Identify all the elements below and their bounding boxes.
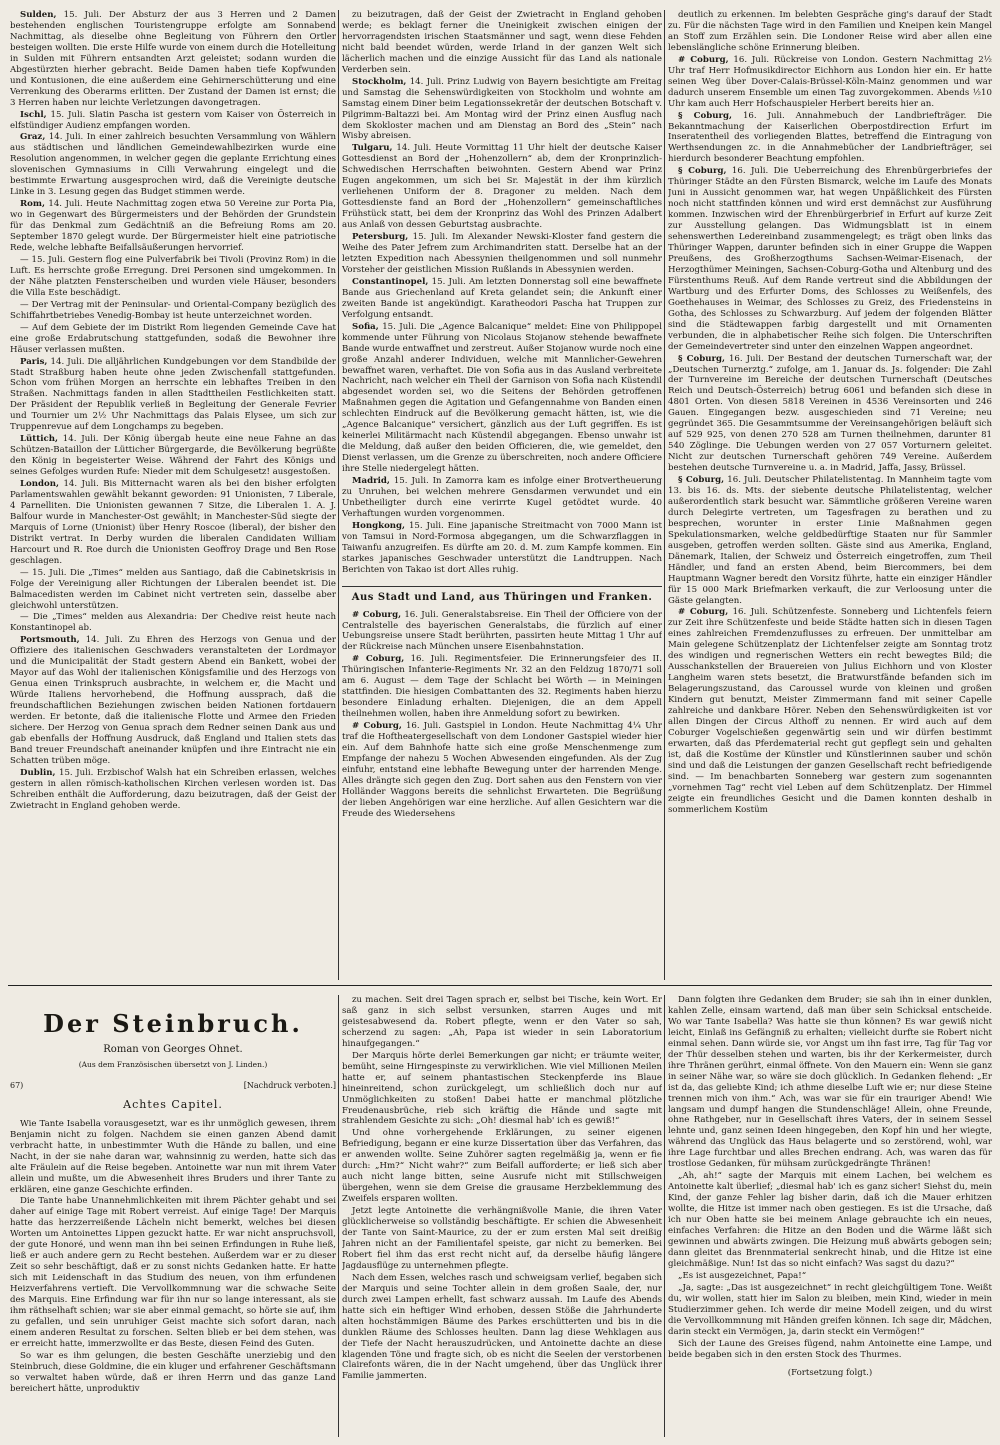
feuilleton-column-2: [342, 995, 662, 1437]
column-divider: [664, 10, 665, 980]
column-divider: [338, 995, 339, 1437]
continued-note: (Fortsetzung folgt.): [787, 1368, 873, 1379]
news-item: [10, 323, 336, 356]
news-item: [342, 322, 662, 475]
news-text: 16. Juli. Generalstabsreise. Ein Theil der Officiere von der Centralstelle des bayerischen Generalstabs, die fürzlich auf einer Uebungsreise unsere Stadt berührten, passirten heute Mittag 1 Uhr auf der Rückreise nach München unsere Eisenbahnstation.: [342, 609, 662, 653]
news-dateline: § Coburg,: [678, 166, 727, 177]
news-dateline: Tulgaru,: [352, 143, 393, 154]
novel-paragraph: Die Tante habe Unannehmlichkeiten mit ihrem Pächter gehabt und sei daher auf einige Tage mit Robert verreist. Auf einige Tage! Der Marquis hatte das herzzerreißende Lächeln nicht bemerkt, welches bei diesen Worten um Antoinettes Lippen gezuckt hatte. Er war nicht anspruchsvoll, der gute Honoré, und wenn man ihn bei seinen Erfindungen in Ruhe ließ, ließ er auch andere gern zu Recht bestehen. Außerdem war er zu dieser Zeit so sehr beschäftigt, daß er zu sonst nichts Gedanken hatte. Er hatte sich mit Leidenschaft in das Studium des neuen, von ihm erfundenen Heizverfahrens vertieft. Die Vervollkommnung war die schwache Seite des Marquis. Eine Erfindung war für ihn nur so lange interessant, als sie ihm räthselhaft schien; war sie aber einmal gemacht, so hörte sie auf, ihm zu gefallen, und sein unruhiger Geist machte sich sofort daran, nach einem anderen Resultat zu forschen. Selten blieb er bei dem stehen, was er erreicht hatte, immerzwollte er das Beste, diesen Feind des Guten.: [10, 1196, 336, 1349]
news-text: — Der Vertrag mit der Peninsular- und Oriental-Company bezüglich des Schiffahrtbetriebes Venedig-Bombay ist heute unterzeichnet worden.: [10, 299, 336, 321]
news-dateline: # Coburg,: [678, 54, 729, 65]
novel-paragraph: So war es ihm gelungen, die besten Geschäfte unerziebig und den Steinbruch, diese Goldmine, die ein kluger und erfahrener Geschäftsmann so verwaltet haben würde, daß er ihren Herrn und das ganze Land bereichert hätte, unproduktiv: [10, 1350, 336, 1394]
news-dateline: Petersburg,: [352, 232, 409, 243]
novel-paragraph: Dann folgten ihre Gedanken dem Bruder; sie sah ihn in einer dunklen, kahlen Zelle, einsam wartend, daß man über sein Schicksal entscheide. Wo war Tante Isabella? Was hatte sie thun können? Es war gewiß nicht leicht, Einlaß ins Gefängniß zu erhalten; vielleicht durfte sie Robert nicht einmal sehen. Dann würde sie, vor Angst um ihn fast irre, Tag für Tag vor der Thür desselben stehen und warten, bis ihr der Kerkermeister, durch ihre Thränen gerührt, einmal öffnete. Von den Mauern ein: Wenn sie ganz in seiner Nähe war, so wäre sie doch glücklich. In Gedanken flehend: „Er ist da, das geliebte Kind; ich athme dieselbe Luft wie er; nur diese Steine trennen mich von ihm.“ Ach, was war sie für ein trauriger Abend! Wie langsam und dumpf hangen die Stundenschläge! Allein, ohne Freunde, ohne Rathgeber, nur in Gesellschaft ihres Vaters, der in seinem Sessel lehnte und, ganz seinen Ideen hingegeben, den Kopf hin und her wiegte, während das Unglück das Haus belagerte und so zerstörend, wohl, war ihre Lage furchtbar und alles Brechen endrang. Ach, was waren das für trostlose Gedanken, für mühsam zurückgedrängte Thränen!: [668, 995, 992, 1170]
news-item: [342, 476, 662, 520]
news-item: [10, 110, 336, 132]
news-dateline: Stockholm,: [352, 76, 407, 87]
news-text: 14. Juli. Der König übergab heute eine neue Fahne an das Schützen-Bataillon der Lütticher Bürgergarde, die Bevölkerung begrüßte den König in begeisterter Weise. Während der Fahrt des Königs und seines Gefolges wurden Rufe: Nieder mit dem Schulgesetz! ausgestoßen.: [10, 434, 336, 478]
news-text: 15. Juli. Im Alexander Newski-Kloster fand gestern die Weihe des Pater Jefrem zum Archimandriten statt. Derselbe hat an der letzten Expedition nach Abessynien theilgenommen und soll nunmehr Vorsteher der geistlichen Mission Rußlands in Abessynien werden.: [342, 232, 662, 275]
news-dateline: § Coburg,: [678, 353, 726, 364]
news-text: 14. Juli. In einer zahlreich besuchten Versammlung von Wählern aus städtischen und ländlichen Gemeindewahlbezirken wurde eine Resolution angenommen, in welcher gegen die geplante Errichtung eines slovenischen Gymnasiums in Cilli Verwahrung eingelegt und die bestimmte Erwartung ausgesprochen wird, daß die Vereinigte deutsche Linke in 3. Lesung gegen das Budget stimmen werde.: [10, 132, 336, 198]
news-item: [668, 111, 992, 166]
novel-title: Der Steinbruch.: [43, 1009, 303, 1038]
novel-paragraph: Jetzt legte Antoinette die verhängnißvolle Manie, die ihren Vater glücklicherweise so vollständig beschäftigte. Er schien die Abwesenheit der Tante von Saint-Maurice, zu der er zum ersten Mal seit dreißig Jahren nicht an der Familientafel speiste, gar nicht zu bemerken. Bei Robert fiel ihm das erst recht nicht auf, da derselbe häufig längere Jagdausflüge zu unternehmen pflegte.: [342, 1206, 662, 1271]
news-text: 16. Juli. Gastspiel in London. Heute Nachmittag 4¼ Uhr traf die Hoftheatergesellschaft von dem Londoner Gastspiel wieder hier ein. Auf dem Bahnhofe hatte sich eine große Menschenmenge zum Empfange der nahezu 5 Wochen Abwesenden eingefunden. Als der Zug einfuhr, entstand eine lebhafte Bewegung unter der harrenden Menge. Alles drängte sich gegen den Zug. Dort sahen aus den Fenstern von vier Holländer Waggons bereits die sehnlichst Erwarteten. Die Begrüßung der lieben Angehörigen war eine herzliche. Auf allen Gesichtern war die Freude des Wiedersehens: [342, 721, 662, 819]
reprint-notice: [Nachdruck verboten.]: [243, 1080, 336, 1090]
news-text: 16. Juli. Deutscher Philatelistentag. In Mannheim tagte vom 13. bis 16. ds. Mts. der siebente deutsche Philatelistentag, welcher außerordentlich stark besucht war. Sämmtliche größeren Vereine waren durch Delegirte vertreten, um Tagesfragen zu berathen und zu besprechen, worunter in erster Linie Maßnahmen gegen Spekulationsmarken, welche geldbedürftige Staaten nur für Sammler ausgeben, getroffen werden sollten. Gäste sind aus Amerika, England, Dänemark, Italien, der Schweiz und Österreich eingetroffen, zum Theil Händler, und fand an ersten Abend, beim Biercommers, bei dem Hauptmann Wagner beredt den Vorsitz führte, hatte ein einziger Händler für 15 000 Mark Briefmarken verkauft, die zur Verloosung unter die Gäste gelangten.: [668, 475, 992, 606]
news-dateline: Sofia,: [352, 321, 379, 332]
news-text: 15. Juli. Erzbischof Walsh hat ein Schreiben erlassen, welches gestern in allen römisch-katholischen Kirchen verlesen worden ist. Das Schreiben enthält die Aufforderung, dazu beizutragen, daß der Geist der Zwietracht in England gehoben werde.: [10, 767, 336, 811]
news-dateline: Constantinopel,: [352, 276, 429, 287]
news-item: [342, 232, 662, 276]
novel-paragraph: „Ja, sagte: „Das ist ausgezeichnet“ in recht gleichgültigem Tone. Weißt du, wir wollen, statt hier im Salon zu bleiben, mein Kind, wieder in mein Studierzimmer gehen. Ich werde dir meine Modell zeigen, und du wirst die Vervollkommnung mit Händen greifen können. Ich sage dir, Mädchen, darin steckt ein Vermögen, ja, darin steckt ein Vermögen!“: [668, 1282, 992, 1337]
news-item: [10, 568, 336, 612]
feuilleton-column-3: [668, 995, 992, 1437]
news-dateline: § Coburg,: [678, 110, 733, 121]
news-item: [10, 300, 336, 322]
news-text: 14. Juli. Heute Nachmittag zogen etwa 50 Vereine zur Porta Pia, wo in Gegenwart des Bürgermeisters und der Behörden der Grundstein für das Denkmal zum Gedächtniß an die Befreiung Roms am 20. September 1870 gelegt wurde. Der Bürgermeister hielt eine patriotische Rede, welche lebhafte Beifallsäußerungen hervorrief.: [10, 199, 336, 254]
news-item: [342, 10, 662, 76]
news-text: 16. Juli. Regimentsfeier. Die Erinnerungsfeier des II. Thüringischen Infanterie-Regiments Nr. 32 an den Feldzug 1870/71 soll am 6. August — dem Tage der Schlacht bei Wörth — in Meiningen stattfinden. Die hiesigen Combattanten des 32. Regiments haben hierzu besondere Einladung erhalten. Diejenigen, die an dem Appell theilnehmen wollen, haben ihre Anmeldung sofort zu bewirken.: [342, 654, 662, 720]
news-dateline: London,: [20, 479, 60, 490]
news-text: — 15. Juli. Gestern flog eine Pulverfabrik bei Tivoli (Provinz Rom) in die Luft. Es herrschte große Erregung. Drei Personen sind umgekommen. In der Nähe platzten Fensterscheiben und wurden viele Häuser, besonders die Villa Este beschädigt.: [10, 254, 336, 298]
news-text: zu beizutragen, daß der Geist der Zwietracht in England gehoben werde; es beklagt ferner die Uneinigkeit zwischen einigen der hervorragendsten irischen Staatsmänner und sagt, wenn diese Fehden nicht bald beendet würden, werde Irland in der ganzen Welt sich lächerlich machen und die einzige Aussicht für das Land als nationale Verderben sein.: [342, 10, 662, 75]
news-item: [342, 277, 662, 321]
news-dateline: Graz,: [20, 132, 46, 143]
news-item: [10, 199, 336, 254]
news-item: [10, 612, 336, 634]
news-dateline: Sulden,: [20, 10, 57, 20]
news-item: [668, 10, 992, 54]
news-dateline: Lüttich,: [20, 434, 58, 445]
news-item: [668, 166, 992, 352]
novel-paragraph: Der Marquis hörte derlei Bemerkungen gar nicht; er träumte weiter, bemüht, seine Hirngespinste zu verwirklichen. Wie viel Millionen Meilen hatte er, auf seinem phantastischen Steckenpferde ins Blaue hineinreitend, schon zurückgelegt, um schließlich doch nur auf Unmöglichkeiten zu stoßen! Dabei hatte er manchmal plötzliche Freudenausbrüche, rieb sich kräftig die Hände und sagte mit strahlendem Gesichte zu sich: „Oh! diesmal hab' ich es gewiß!“: [342, 1050, 662, 1127]
news-item: [668, 55, 992, 110]
news-item: [10, 768, 336, 812]
news-column-3: [668, 10, 992, 980]
news-text: 14. Juli. Die alljährlichen Kundgebungen vor dem Standbilde der Stadt Straßburg haben heute ohne jeden Zwischenfall stattgefunden. Schon vom frühen Morgen an herrschte ein lebhaftes Treiben in den Straßen. Nachmittags fanden in allen Stadttheilen Festlichkeiten statt. Der Präsident der Republik verließ in Begleitung der Generale Fevrier und Tournier um 2½ Uhr Nachmittags das Palais Elysee, um sich zur Truppenrevue auf dem Longchamps zu begeben.: [10, 356, 336, 433]
feuilleton-column-1: [10, 995, 336, 1437]
news-text: 15. Juli. Slatin Pascha ist gestern vom Kaiser von Österreich in elfstündiger Audienz empfangen worden.: [10, 109, 336, 131]
news-text: — Auf dem Gebiete der im Distrikt Rom liegenden Gemeinde Cave hat eine große Erdabrutschung stattgefunden, sodaß die Bewohner ihre Häuser verlassen mußten.: [10, 322, 336, 355]
news-text: 15. Juli. Eine japanische Streitmacht von 7000 Mann ist von Tamsui in Nord-Formosa abgegangen, um die Schwarzflaggen in Taiwanfu anzugreifen. Es dürfte am 20. d. M. zum Kampfe kommen. Ein starkes japanisches Geschwader unterstützt die Landtruppen. Nach Berichten von Takao ist dort Alles ruhig.: [342, 520, 662, 575]
novel-paragraph: „Es ist ausgezeichnet, Papa!“: [678, 1270, 807, 1281]
news-dateline: Hongkong,: [352, 520, 406, 531]
news-item: [668, 607, 992, 815]
news-text: 16. Juli. Die Ueberreichung des Ehrenbürgerbriefes der Thüringer Städte an den Fürsten Bismarck, welche im Laufe des Monats Juni in Aussicht genommen war, hat wegen Unpäßlichkeit des Fürsten noch nicht stattfinden können und wird erst demnächst zur Ausführung kommen. Inzwischen wird der Ehrenbürgerbrief in Erfurt auf kurze Zeit zur Ausstellung gelangen. Das Widmungsblatt ist in einem sehenswerthen Ledereinband zusammengelegt; es trägt oben links das Thüringer Wappen, darunter befinden sich in einer Gruppe die Wappen Preußens, des Großherzogthums Sachsen-Weimar-Eisenach, der Herzogthümer Meiningen, Sachsen-Coburg-Gotha und Altenburg und des Fürstenthums Reuß. Auf dem Rande vertreut sind die Abbildungen der Wartburg und des Erfurter Doms, des Schlosses zu Weißenfels, des Goethehauses in Weimar, des Schlosses zu Greiz, des Friedensteins in Gotha, des Schlosses zu Schwarzburg. Auf jedem der folgenden Blätter sind die Städtewappen farbig dargestellt und mit Ornamenten verbunden, die in alphabetischer Reihe sich folgen. Die Unterschriften der Gemeindevertreter sind unter den einzelnen Wappen angeordnet.: [668, 166, 992, 352]
news-dateline: Dublin,: [20, 767, 56, 778]
novel-paragraph: zu machen. Seit drei Tagen sprach er, selbst bei Tische, kein Wort. Er saß ganz in sich selbst versunken, starren Auges und mit geistesabwesend da. Robert pflegte, wenn er den Vater so sah, scherzend zu sagen: „Ah, Papa ist wieder in sein Laboratorium hinaufgegangen.“: [342, 995, 662, 1049]
news-item: [342, 77, 662, 143]
chapter-heading: Achtes Capitel.: [123, 1097, 223, 1111]
novel-subtitle: Roman von Georges Ohnet.: [103, 1044, 243, 1055]
news-dateline: Ischl,: [20, 109, 47, 120]
news-dateline: # Coburg,: [352, 721, 402, 732]
news-dateline: # Coburg,: [678, 607, 729, 618]
news-text: 15. Juli. Am letzten Donnerstag soll eine bewaffnete Bande aus Griechenland auf Kreta gelandet sein; die Ankunft einer zweiten Bande ist angekündigt. Karatheodori Pascha hat Truppen zur Verfolgung entsandt.: [342, 276, 662, 320]
news-text: 16. Juli. Schützenfeste. Sonneberg und Lichtenfels feiern zur Zeit ihre Schützenfeste und beide Städte hatten sich in diesen Tagen eines zahlreichen Fremdenzuflusses zu erfreuen. Der unmittelbar am Main gelegene Schützenplatz der Lichtenfelser zeigte am Sonntag trotz des windigen und regnerischen Wetters ein recht bewegtes Bild; die Ausschankstellen der Brauereien von Julius Eichhorn und von Kloster Langheim waren stets besetzt, die Bratwurstfände befanden sich im Belagerungszustand, das Caroussel wurde von kleinen und großen Kindern gut benutzt, Meister Zimmermann fand mit seiner Capelle zahlreiche und dankbare Hörer. Neben den Sehenswürdigkeiten ist vor allen Dingen der Circus Althoff zu nennen. Er wird auch auf dem Coburger Vogelschießen gegenwärtig sein und wir dürfen bestimmt erwarten, daß das Pferdematerial recht gut gepflegt sein und gehalten ist, daß die Kostüme der Künstler und Künstlerinnen sauber und schön sind und daß die Leistungen der ganzen Gesellschaft recht befriedigende sind. — Im benachbarten Sonneberg war gestern zum sogenannten „vornehmen Tag“ recht viel Leben auf dem Schützenplatz. Der Himmel zeigte ein freundliches Gesicht und die Damen konnten deshalb in sommerlichem Kostüm: [668, 607, 992, 815]
column-divider: [664, 995, 665, 1437]
news-item: [342, 610, 662, 654]
news-text: 16. Juli. Rückreise von London. Gestern Nachmittag 2½ Uhr traf Herr Hofmusikdirector Eichhorn aus London hier ein. Er hatte seinen Weg über Dover-Calais-Brüssel-Köln-Mainz genommen und war dadurch unserem Ensemble um einen Tag zuvorgekommen. Abends ½10 Uhr kam auch Herr Hofschauspieler Herbert bereits hier an.: [668, 54, 992, 109]
news-dateline: Paris,: [20, 356, 48, 367]
novel-paragraph: Sich der Laune des Greises fügend, nahm Antoinette eine Lampe, und beide begaben sich in den ersten Stock des Thurmes.: [668, 1338, 992, 1360]
news-text: 16. Juli. Der Bestand der deutschen Turnerschaft war, der „Deutschen Turnerztg.“ zufolge, am 1. Januar ds. Js. folgender: Die Zahl der Turnvereine im Bereiche der deutschen Turnerschaft (Deutsches Reich und Deutsch-Österreich) betrug 6061 und befanden sich diese in 4801 Orten. Von diesen 5818 Vereinen in 4536 Vereinsorten und 246 Gauen. Eingegangen bezw. ausgeschieden sind 71 Vereine; neu gegründet 365. Die Gesammtsumme der Vereinsangehörigen beläuft sich auf 529 925, von denen 270 528 am Turnen theilnehmen, darunter 81 540 Zöglinge. Die Uebungen werden von 27 057 Vorturnern geleitet. Nicht zur deutschen Turnerschaft gehören 749 Vereine. Außerdem bestehen deutsche Turnvereine u. a. in Madrid, Jaffa, Jassy, Brüssel.: [668, 353, 992, 474]
news-item: [342, 143, 662, 231]
novel-meta: [10, 1081, 336, 1092]
news-dateline: # Coburg,: [352, 609, 402, 620]
feuilleton-divider: [8, 985, 992, 986]
news-item: [10, 255, 336, 299]
news-text: 15. Juli. Der Absturz der aus 3 Herren und 2 Damen bestehenden englischen Touristengruppe erfolgte am Sonnabend Nachmittag, als dieselbe ohne Begleitung von Führern den Ortler besteigen wollten. Die erste Hilfe wurde von einem durch die Hotelleitung in Sulden mit Führern entsandten Arzt geleistet; sodann wurden die Abgestürzten hierher gebracht. Beide Damen haben tiefe Kopfwunden und Kontusionen, die eine außerdem eine Gehirnerschütterung und eine Verrenkung des Oberarms erlitten. Der Zustand der Damen ist ernst; die 3 Herren haben nur leichte Verletzungen davongetragen.: [10, 10, 336, 108]
novel-paragraph: Wie Tante Isabella vorausgesetzt, war es ihr unmöglich gewesen, ihrem Benjamin nicht zu folgen. Nachdem sie einen ganzen Abend damit verbracht hatte, in unbestimmter Wuth die Hände zu ballen, und eine Nacht, in der sie nahe daran war, wahnsinnig zu werden, hatte sich das alte Fräulein auf die Reise begeben. Antoinette war nun mit ihrem Vater allein und mußte, um die Abwesenheit ihres Bruders und ihrer Tante zu erklären, eine ganze Geschichte erfinden.: [10, 1118, 336, 1195]
news-text: — 15. Juli. Die „Times“ melden aus Santiago, daß die Cabinetskrisis in Folge der Vereinigung aller Richtungen der Liberalen beendet ist. Die Balmacedisten werden im Cabinet nicht vertreten sein, dasselbe aber gleichwohl unterstützen.: [10, 567, 336, 611]
news-text: 15. Juli. Die „Agence Balcanique“ meldet: Eine von Philippopel kommende unter Führung von Nicolaus Stojanow stehende bewaffnete Bande wurde entwaffnet und zerstreut. Außer Stojanow wurde noch eine große Anzahl anderer Individuen, welche mit Mannlicher-Gewehren bewaffnet waren, verhaftet. Die von Sofia aus in das Ausland verbreitete Nachricht, nach welcher ein Theil der Garnison von Sofia nach Küstendil abgesendet worden sei, wo die Seitens der Behörden getroffenen Maßnahmen gegen die Agitation und Gefangennahme von Banden einen schlechten Eindruck auf die Bevölkerung gemacht hätten, ist, wie die „Agence Balcanique“ versichert, gänzlich aus der Luft gegriffen. Es ist keinerlei Militärmacht nach Küstendil abgegangen. Ebenso unwahr ist die Meldung, daß außer den beiden Officieren, die, wie gemeldet, den Dienst verlassen, um die Grenze zu überschreiten, noch andere Officiere ihre Stelle niedergelegt hätten.: [342, 321, 662, 475]
news-text: 15. Juli. In Zamorra kam es infolge einer Brotvertheuerung zu Unruhen, bei welchen mehrere Gensdarmen verwundet und ein Unbetheiligter durch eine verirrte Kugel getödtet wurde. 40 Verhaftungen wurden vorgenommen.: [342, 476, 662, 519]
news-text: 14. Juli. Heute Vormittag 11 Uhr hielt der deutsche Kaiser Gottesdienst an Bord der „Hohenzollern“ ab, dem der Kronprinzlich-Schwedischen Herrschaften beiwohnten. Gestern Abend war Prinz Eugen angekommen, um sich bei Sr. Majestät in der ihm kürzlich verliehenen Uniform der 8. Dragoner zu melden. Nach dem Gottesdienste fand an Bord der „Hohenzollern“ gemeinschaftliches Frühstück statt, bei dem der Kronprinz das Wohl des Prinzen Adalbert aus Anlaß von dessen Geburtstag ausbrachte.: [342, 143, 662, 231]
news-text: 14. Juli. Bis Mitternacht waren als bei den bisher erfolgten Parlamentswahlen gewählt bekannt geworden: 91 Unionisten, 7 Liberale, 4 Parnelliten. Die Unionisten gewannen 7 Sitze, die Liberalen 1. A. J. Balfour wurde in Manchester-Ost gewählt; in Manchester-Süd siegte der Marquis of Lorne (Unionist) über Henry Roscoe (liberal), der bisher den Distrikt vertrat. In Derby wurden die liberalen Candidaten William Harcourt und R. Roe durch die Unionisten Geoffroy Drage und Ben Rose geschlagen.: [10, 479, 336, 566]
news-item: [10, 479, 336, 567]
novel-paragraph: Nach dem Essen, welches rasch und schweigsam verlief, begaben sich der Marquis und seine Tochter allein in dem großen Saale, der, nur durch zwei Lampen erhellt, fast schwarz aussah. Im Laufe des Abends hatte sich ein heftiger Wind erhoben, dessen Stöße die Jahrhunderte alten hochstämmigen Bäume des Parkes erschütterten und bis in die dunklen Räume des Schlosses heulten. Dann lag diese Wehklagen aus der Tiefe der Nacht herauszudrücken, und Antoinette dachte an diese klagenden Töne und fragte sich, ob es nicht die Seelen der verstorbenen Clairefonts wären, die in der Nacht umgehend, über das Unglück ihrer Familie jammerten.: [342, 1272, 662, 1382]
news-dateline: Rom,: [20, 199, 45, 210]
news-item: [10, 10, 336, 109]
news-text: 14. Juli. Prinz Ludwig von Bayern besichtigte am Freitag und Samstag die Sehenswürdigkeiten von Stockholm und wohnte am Samstag einem Diner beim Legationssekretär der deutschen Botschaft v. Pilgrimm-Baltazzi bei. Am Montag wird der Prinz einen Ausflug nach dem Skokloster machen und am Dienstag an Bord des „Stein“ nach Wisby abreisen.: [342, 76, 662, 142]
news-dateline: # Coburg,: [352, 654, 405, 665]
news-item: [668, 354, 992, 474]
novel-paragraph: Und ohne vorhergehende Erklärungen, zu seiner eigenen Befriedigung, begann er eine kurze Dissertation über das Verfahren, das er anwenden wollte. Seine Zuhörer sagten regelmäßig ja, wenn er fie durch: „Hm?“ Nicht wahr?“ zum Beifall aufforderte; er ließ sich aber auch nicht lange bitten, seine Ausrufe nicht mit Stillschweigen übergehen, wenn sie dem Greise die grausame Herzbeklemmung des Zweifels ersparen wollten.: [342, 1128, 662, 1205]
news-item: [342, 721, 662, 820]
news-item: [668, 475, 992, 606]
news-text: 14. Juli. Zu Ehren des Herzogs von Genua und der Offiziere des italienischen Geschwaders veranstalteten der Lordmayor und die Municipalität der Stadt gestern Abend ein Bankett, wobei der Mayor auf das Wohl der italienischen Königsfamilie und des Herzogs von Genua einen Trinkspruch ausbrachte, in welchem er, die Macht und Würde Italiens hervorhebend, die Hoffnung aussprach, daß die freundschaftlichen Beziehungen zwischen beiden Nationen fortdauern werden. Er betonte, daß die italienische Flotte und Armee den Frieden sichere. Der Herzog von Genua sprach dem Redner seinen Dank aus und gab ebenfalls der Hoffnung Ausdruck, daß England und Italien stets das Band treuer Freundschaft aneinander knüpfen und ihre Eintracht nie ein Schatten trüben möge.: [10, 635, 336, 766]
news-dateline: Portsmouth,: [20, 635, 80, 646]
section-heading: Aus Stadt und Land, aus Thüringen und Franken.: [342, 586, 662, 604]
news-text: deutlich zu erkennen. Im belebten Gespräche ging's darauf der Stadt zu. Für die nächsten Tage wird in den Familien und Kneipen kein Mangel an Stoff zum Erzählen sein. Die Londoner Reise wird aber allen eine lebenslängliche schöne Erinnerung bleiben.: [668, 10, 992, 53]
news-item: [342, 654, 662, 720]
news-item: [10, 132, 336, 198]
news-column-1: [10, 10, 336, 980]
news-item: [10, 357, 336, 434]
column-divider: [338, 10, 339, 980]
news-text: 16. Juli. Annahmebuch der Landbriefträger. Die Bekanntmachung der Kaiserlichen Oberpostdirection Erfurt im Inseratentheil des vorliegenden Blattes, betreffend die Eintragung von Werthsendungen zc. in die Annahmebücher der Landbriefträger, sei hierdurch besonderer Beachtung empfohlen.: [668, 110, 992, 165]
news-item: [10, 635, 336, 766]
news-column-2: [342, 10, 662, 980]
news-dateline: Madrid,: [352, 476, 390, 487]
novel-translation-note: (Aus dem Französischen übersetzt von J. Linden.): [78, 1059, 268, 1069]
news-text: — Die „Times“ melden aus Alexandria: Der Chedive reist heute nach Konstantinopel ab.: [10, 612, 336, 634]
novel-paragraph: „Ah, ah!“ sagte der Marquis mit einem Lachen, bei welchem es Antoinette kalt überlief; „diesmal hab' ich es ganz sicher! Siehst du, mein Kind, der ganze Fehler lag bisher darin, daß ich die Mauer erhitzen wollte, die Hitze ist immer nach oben gestiegen. Es ist die Ursache, daß ich nur Oben hatte sie bei meinem Anlage gebrauchte ich ein neues, einfaches Verfahren: die Hitze an den Boden und die Wärme läßt sich gewinnen und abwärts zwingen. Die Heizung muß abwärts gebogen sein; dann gleitet das Brennmaterial senkrecht hinab, und die Hitze ist eine gleichmäßige. Nun! Ist das so nicht einfach? Was sagst du dazu?“: [668, 1171, 992, 1269]
news-dateline: § Coburg,: [678, 475, 725, 486]
news-item: [10, 434, 336, 478]
news-item: [342, 521, 662, 576]
installment-number: 67): [10, 1080, 24, 1090]
